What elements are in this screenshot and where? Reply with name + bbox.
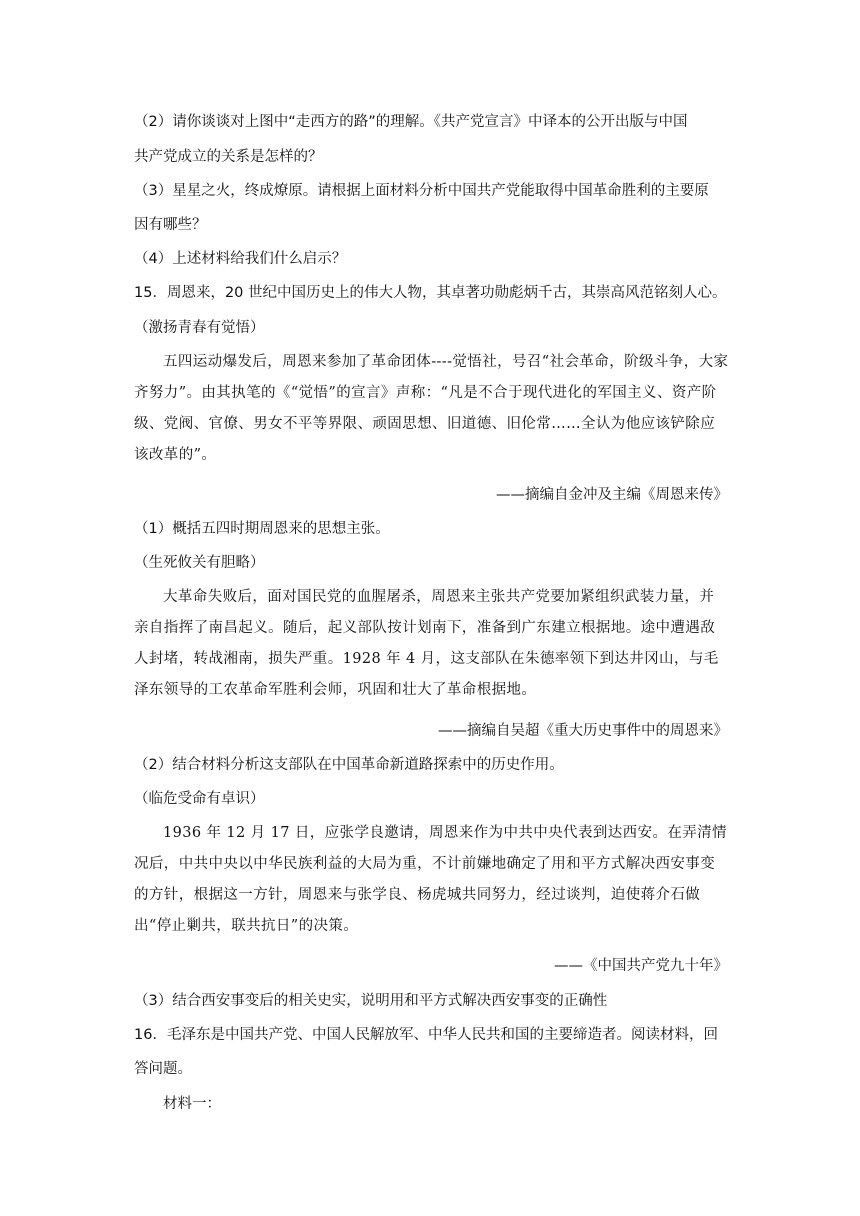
q15-section1-material: 五四运动爆发后，周恩来参加了革命团体----觉悟社，号召“社会革命，阶级斗争，大家齐努力”。由其执笔的《“觉悟”的宣言》声称：“凡是不合于现代进化的军国主义、资产阶级、党阀、官僚、男女不平等界限、顽固思想、旧道德、旧伦常……全认为他应该铲除应该改革的”。 [134, 354, 729, 463]
q14-sub4: （4）上述材料给我们什么启示？ [134, 251, 347, 267]
q16-material1-label: 材料一： [163, 1096, 221, 1112]
q16-stem-line2: 答问题。 [134, 1061, 192, 1077]
q14-sub2-line2: 共产党成立的关系是怎样的？ [134, 149, 323, 165]
q15-section3-source: ——《中国共产党九十年》 [554, 958, 728, 974]
q15-section2-material: 大革命失败后，面对国民党的血腥屠杀，周恩来主张共产党要加紧组织武装力量，并亲自指挥了南昌起义。随后，起义部队按计划南下，准备到广东建立根据地。途中遭遇敌人封堵，转战湘南，损失严重。1928 年 4 月，这支部队在朱德率领下到达井冈山，与毛泽东领导的工农革命军胜利会师，巩固和壮大了革命根据地。 [134, 589, 719, 698]
q14-sub3-line1: （3）星星之火，终成燎原。请根据上面材料分析中国共产党能取得中国革命胜利的主要原 [134, 183, 709, 199]
q14-sub2-line1: （2）请你谈谈对上图中“走西方的路”的理解。《共产党宣言》中译本的公开出版与中国 [134, 114, 688, 130]
q15-sub1: （1）概括五四时期周恩来的思想主张。 [134, 521, 390, 537]
q15-sub3: （3）结合西安事变后的相关史实，说明用和平方式解决西安事变的正确性 [134, 993, 608, 1009]
q15-section2-title: （生死攸关有胆略） [134, 555, 265, 571]
q15-section1-source: ——摘编自金冲及主编《周恩来传》 [496, 487, 728, 503]
q15-section1-title: （激扬青春有觉悟） [134, 320, 265, 336]
q15-section3-title: （临危受命有卓识） [134, 791, 265, 807]
q15-section2-source: ——摘编自吴超《重大历史事件中的周恩来》 [438, 723, 728, 739]
q15-section3-material: 1936 年 12 月 17 日，应张学良邀请，周恩来作为中共中央代表到达西安。在弄清情况后，中共中央以中华民族利益的大局为重，不计前嫌地确定了用和平方式解决西安事变的方针，根据这一方针，周恩来与张学良、杨虎城共同努力，经过谈判，迫使蒋介石做出“停止剿共，联共抗日”的决策。 [134, 825, 727, 934]
q15-stem: 15．周恩来，20 世纪中国历史上的伟大人物，其卓著功勋彪炳千古，其崇高风范铭刻人心。 [134, 285, 727, 301]
q15-sub2: （2）结合材料分析这支部队在中国革命新道路探索中的历史作用。 [134, 757, 564, 773]
q14-sub3-line2: 因有哪些？ [134, 217, 207, 233]
q16-stem-line1: 16．毛泽东是中国共产党、中国人民解放军、中华人民共和国的主要缔造者。阅读材料，回 [134, 1027, 718, 1043]
